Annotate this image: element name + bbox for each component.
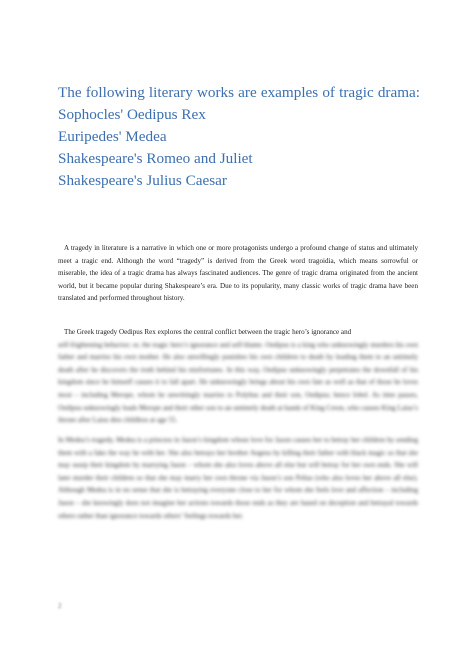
- paragraph-medea: [58, 434, 418, 522]
- paragraph-oedipus-rex: [58, 326, 418, 427]
- examples-intro-line: The following literary works are examples of tragic drama:: [58, 84, 420, 101]
- work-item-julius-caesar: Shakespeare's Julius Caesar: [58, 172, 227, 189]
- paragraph-first-line: The Greek tragedy Oedipus Rex explores the central conflict between the tragic hero’s ignorance and: [64, 328, 352, 336]
- paragraph-text: A tragedy in literature is a narrative in which one or more protagonists undergo a profound change of status and ultimately meet a tragic end. Although the word “tragedy” is derived from the Greek word tragoidia, which means sorrowful or miserable, the idea of a tragic drama has always fascinated audiences. The genre of tragic drama originated from the ancient world, but it became popular during Shakespeare’s era. Due to its popularity, many classic works of tragic drama have been translated and performed throughout history.: [58, 244, 418, 303]
- paragraph-blurred-text: self-frightening behavior; or, the tragic hero’s ignorance and self-blame. Oedipus is a king who unknowingly murders his own father and marries his own mother. He also unwillingly punishes his own children to death by leading them to an untimely death after he discovers the truth behind his misfortunes. In this way, Oedipus unknowingly perpetrates the downfall of his kingdom since he himself causes it to fall apart. He unknowingly brings about his own fate as well as that of those he loves most – including Merope, whom he unwittingly marries to Polybus and their son, Oedipus; hence Iobel. As time passes, Oedipus unknowingly leads Merope and their other son to an untimely death at hands of King Creon, who causes King Laius’s throne after Laius dies childless at age 55.: [58, 340, 418, 425]
- work-item-medea: Euripedes' Medea: [58, 128, 167, 145]
- paragraph-blurred-text: In Medea’s tragedy, Medea is a princess in Jason’s kingdom whose love for Jason causes her to betray her children by sending them with a fake the way he with her. She also betrays her brother Aegeus by killing their father with black magic so that she may usurp their kingdom by marrying Jason – whom she also loves above all else but will betray for her own ends. She will later murder their children so that she may marry her own throne via Jason’s son Pelias (who also loves her above all else). Although Medea is in no sense that she is betraying everyone close to her for whom she feels love and affection – including Jason – she knowingly does not imagine her actions towards those ends as they are based on deception and betrayal towards others rather than ignorance towards others’ feelings towards her.: [58, 436, 418, 520]
- paragraph-tragedy-definition: [58, 242, 418, 305]
- tragic-drama-examples-heading: [58, 82, 420, 192]
- work-item-oedipus-rex: Sophocles' Oedipus Rex: [58, 106, 206, 123]
- work-item-romeo-and-juliet: Shakespeare's Romeo and Juliet: [58, 150, 253, 167]
- page-number: 2: [58, 602, 62, 610]
